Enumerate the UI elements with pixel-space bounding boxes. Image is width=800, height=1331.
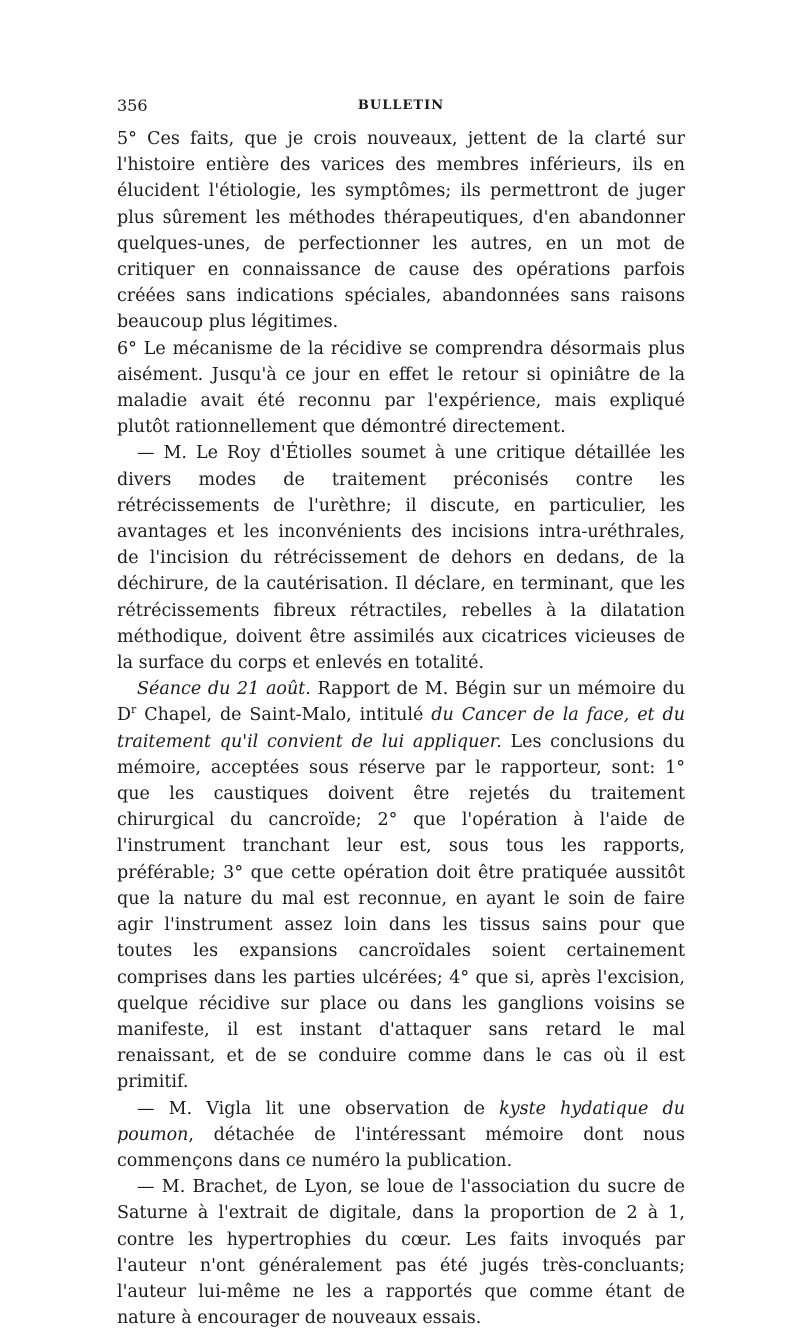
doctor-abbrev-sup: r <box>131 703 137 717</box>
paragraph-seance-21-aout <box>117 676 685 1095</box>
paragraph-brachet: — M. Brachet, de Lyon, se loue de l'association du sucre de Saturne à l'extrait de digitale, dans la proportion de 2 à 1, contre les hypertrophies du cœur. Les faits invoqués par l'auteur n'ont généralement pas été jugés très-concluants; l'auteur lui-même ne les a rapportés que comme étant de nature à encourager de nouveaux essais. <box>117 1177 685 1329</box>
running-title: BULLETIN <box>357 98 445 113</box>
report-author: Chapel, de Saint-Malo, intitulé <box>136 705 432 726</box>
paragraph-recidive-6: 6° Le mécanisme de la récidive se comprendra désormais plus aisément. Jusqu'à ce jour en effet le retour si opiniâtre de la maladie avait été reconnu par l'expérience, mais expliqué plutôt rationnellement que démontré directement. <box>117 338 685 438</box>
report-intro: Rapport de M. Bégin sur un mémoire du D <box>117 679 685 726</box>
body-text <box>117 126 685 1331</box>
memoir-title: du Cancer de la face, et du traitement qu'il convient de lui appliquer. <box>117 705 685 752</box>
paragraph-le-roy-etiolles: — M. Le Roy d'Étiolles soumet à une critique détaillée les divers modes de traitement préconisés contre les rétrécissements de l'urèthre; il discute, en particulier, les avantages et les inconvénients des incisions intra-uréthrales, de l'incision du rétrécissement de dehors en dedans, de la déchirure, de la cautérisation. Il déclare, en terminant, que les rétrécissements fibreux rétractiles, rebelles à la dilatation méthodique, doivent être assimilés aux cicatrices vicieuses de la surface du corps et enlevés en totalité. <box>117 443 685 674</box>
page-header <box>117 96 685 118</box>
paragraph-vigla <box>117 1096 685 1175</box>
page-number: 356 <box>117 96 148 115</box>
session-date: Séance du 21 août. <box>137 679 311 700</box>
vigla-intro: — M. Vigla lit une observation de <box>137 1098 500 1119</box>
vigla-rest: , détachée de l'intéressant mémoire dont nous commençons dans ce numéro la publication. <box>117 1124 685 1171</box>
observation-title: kyste hydatique du poumon <box>117 1098 685 1145</box>
report-conclusions: Les conclusions du mémoire, acceptées sous réserve par le rapporteur, sont: 1° que les caustiques doivent être rejetés du traitement chirurgical du cancroïde; 2° que l'opération à l'aide de l'instrument tranchant leur est, sous tous les rapports, préférable; 3° que cette opération doit être pratiquée aussitôt que la nature du mal est reconnue, en ayant le soin de faire agir l'instrument assez loin dans les tissus sains pour que toutes les expansions cancroïdales soient certainement comprises dans les parties ulcérées; 4° que si, après l'excision, quelque récidive sur place ou dans les ganglions voisins se manifeste, il est instant d'attaquer sans retard le mal renaissant, et de se conduire comme dans le cas où il est primitif. <box>117 731 685 1093</box>
paragraph-varices-conclusion-5: 5° Ces faits, que je crois nouveaux, jettent de la clarté sur l'histoire entière des varices des membres inférieurs, ils en élucident l'étiologie, les symptômes; ils permettront de juger plus sûrement les méthodes thérapeutiques, d'en abandonner quelques-unes, de perfectionner les autres, en un mot de critiquer en connaissance de cause des opérations parfois créées sans indications spéciales, abandonnées sans raisons beaucoup plus légitimes. <box>117 129 685 333</box>
